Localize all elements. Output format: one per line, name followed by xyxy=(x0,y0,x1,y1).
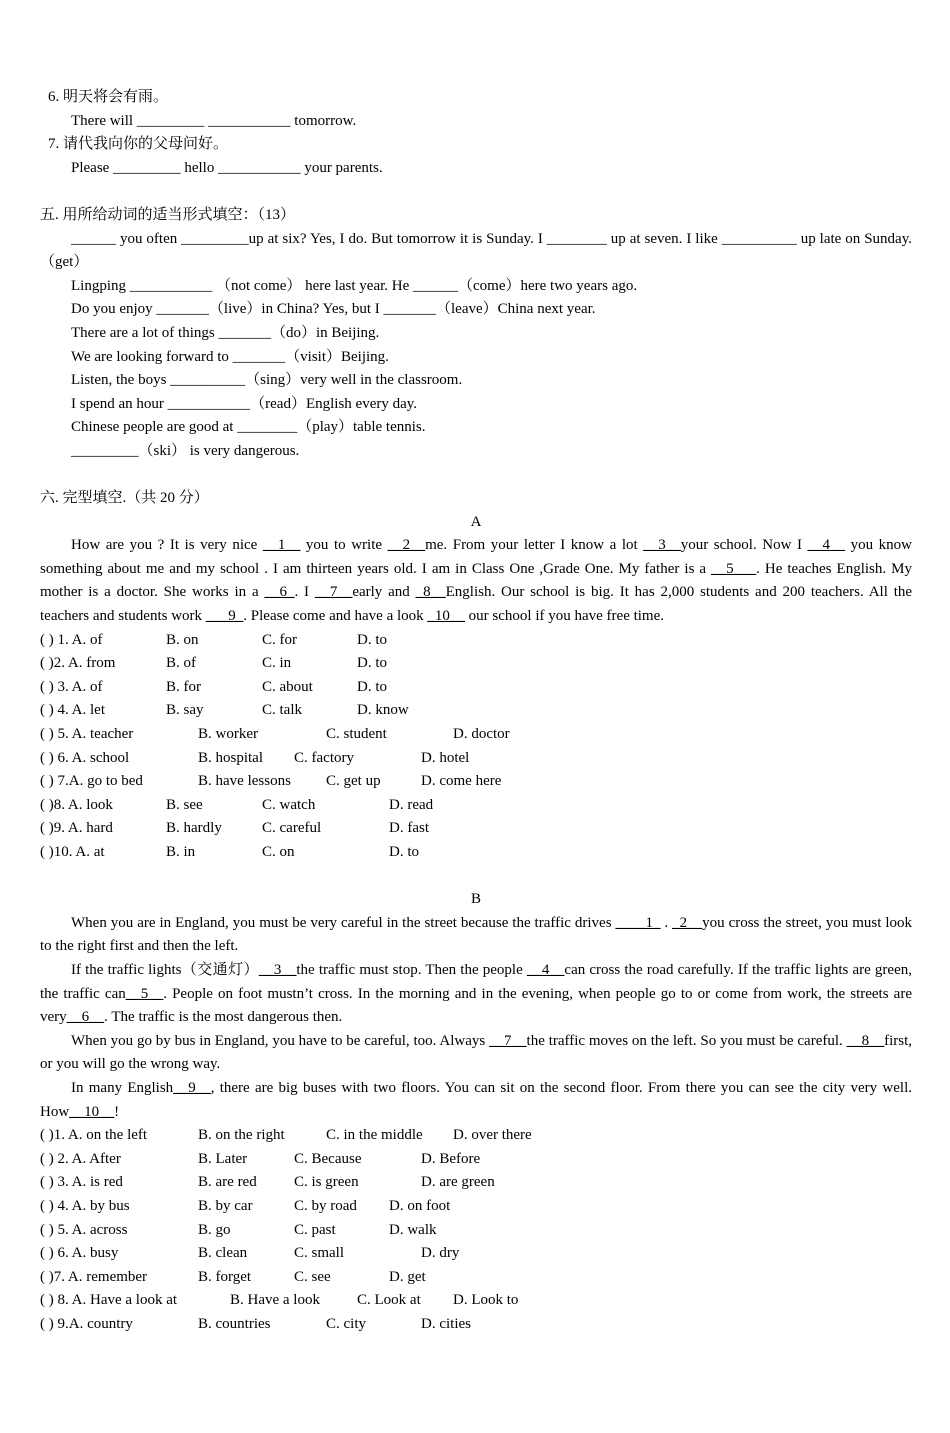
question-7-chinese: 7. 请代我向你的父母问好。 xyxy=(48,136,229,153)
choice-b: B. are red xyxy=(198,1174,257,1191)
choice-b: B. hospital xyxy=(198,749,264,766)
section-5-item: We are looking forward to _______（visit）Beijing. xyxy=(71,348,389,365)
passage-text: your school. Now I xyxy=(680,537,808,554)
section-5-item: Lingping ___________ （not come） here last year. He ______（come）here two years ago. xyxy=(71,277,638,294)
choice-b: B. forget xyxy=(198,1268,252,1285)
choice-d: D. get xyxy=(389,1268,426,1285)
choice-b: B. Have a look xyxy=(230,1292,320,1309)
passage-text: English. Our school is big. It has 2,000 students and 200 teachers. All the teachers and students work xyxy=(40,584,913,625)
choice-d: D. hotel xyxy=(421,749,470,766)
section-5-item: _________（ski） is very dangerous. xyxy=(71,442,300,459)
choice-b: B. on the right xyxy=(198,1127,285,1144)
choice-c: C. past xyxy=(294,1221,336,1238)
passage-text: you know something about me and my school . I am thirteen years old. I am in Class One ,Grade One. My father is a xyxy=(40,537,912,577)
option-row xyxy=(40,652,912,676)
blank: __6_ xyxy=(264,584,295,601)
blank: __4__ xyxy=(807,537,846,554)
choice-c: C. careful xyxy=(262,820,322,837)
question-choice-a: ( ) 5. A. teacher xyxy=(40,726,134,743)
choice-c: C. factory xyxy=(294,749,354,766)
question-choice-a: ( ) 6. A. busy xyxy=(40,1245,119,1262)
section-5-heading: 五. 用所给动词的适当形式填空：（13） xyxy=(40,206,296,223)
passage-text: . I xyxy=(294,584,315,601)
question-6-chinese: 6. 明天将会有雨。 xyxy=(48,89,169,105)
passage-text: the traffic moves on the left. So you must be careful. xyxy=(526,1032,847,1049)
choice-b: B. for xyxy=(166,678,201,695)
question-choice-a: ( )9. A. hard xyxy=(40,820,113,837)
question-choice-a: ( ) 7.A. go to bed xyxy=(40,773,143,790)
choice-d: D. doctor xyxy=(453,726,510,743)
choice-b: B. by car xyxy=(198,1197,253,1214)
choice-d: D. to xyxy=(357,655,387,672)
passage-text: early and xyxy=(352,584,416,601)
blank: __7__ xyxy=(489,1032,527,1049)
blank: __2__ xyxy=(387,537,426,554)
blank: _2__ xyxy=(672,914,703,931)
option-row xyxy=(40,676,912,700)
option-row xyxy=(40,817,912,841)
choice-d: D. dry xyxy=(421,1245,460,1262)
option-row xyxy=(40,770,912,794)
choice-c: C. small xyxy=(294,1245,345,1262)
choice-c: C. Look at xyxy=(357,1292,421,1309)
option-row xyxy=(40,1124,912,1148)
option-row xyxy=(40,1148,912,1172)
blank: __5__ xyxy=(125,985,164,1002)
choice-b: B. Later xyxy=(198,1150,248,1167)
choice-c: C. on xyxy=(262,844,295,860)
section-5-item: Do you enjoy _______（live）in China? Yes, but I _______（leave）China next year. xyxy=(71,301,596,318)
choice-c: C. get up xyxy=(326,773,381,790)
spacer xyxy=(40,464,912,488)
passage-text: When you go by bus in England, you have to be careful, too. Always xyxy=(71,1032,490,1049)
option-row xyxy=(40,629,912,653)
question-choice-a: ( ) 4. A. let xyxy=(40,702,105,719)
passage-b-paragraph-2 xyxy=(40,959,912,1030)
section-5-item: Chinese people are good at ________（play）table tennis. xyxy=(71,419,426,436)
blank: __5___ xyxy=(711,560,757,577)
passage-text: . He teaches English. My mother is a doctor. She works in a xyxy=(40,560,912,601)
option-row xyxy=(40,1219,912,1243)
choice-d: D. know xyxy=(357,702,409,719)
section-5-item: Listen, the boys __________（sing）very well in the classroom. xyxy=(71,372,463,389)
section-6-heading: 六. 完型填空.（共 20 分） xyxy=(40,490,209,507)
question-choice-a: ( ) 8. A. Have a look at xyxy=(40,1292,178,1309)
blank: ____1_ xyxy=(615,914,661,931)
choice-c: C. see xyxy=(294,1268,331,1285)
passage-text: you to write xyxy=(300,537,388,554)
passage-text: . xyxy=(660,914,673,931)
choice-c: C. for xyxy=(262,631,297,648)
option-row xyxy=(40,699,912,723)
question-choice-a: ( )8. A. look xyxy=(40,796,113,813)
question-choice-a: ( ) 5. A. across xyxy=(40,1221,128,1238)
choice-c: C. in xyxy=(262,655,292,672)
passage-b-title: B xyxy=(470,891,481,908)
choice-c: C. by road xyxy=(294,1197,357,1214)
choice-d: D. on foot xyxy=(389,1197,451,1214)
passage-b-paragraph-4 xyxy=(40,1077,912,1124)
question-choice-a: ( )10. A. at xyxy=(40,844,105,860)
option-row xyxy=(40,1266,912,1290)
choice-d: D. over there xyxy=(453,1127,532,1144)
choice-d: D. to xyxy=(389,844,419,860)
blank: __7__ xyxy=(314,584,353,601)
choice-b: B. worker xyxy=(198,726,258,743)
passage-text: ! xyxy=(114,1103,120,1120)
choice-c: C. is green xyxy=(294,1174,359,1191)
blank: __3__ xyxy=(643,537,681,554)
passage-text: first, or you will go the wrong way. xyxy=(40,1032,913,1073)
choice-d: D. cities xyxy=(421,1315,471,1332)
choice-d: D. fast xyxy=(389,820,429,837)
passage-text: When you are in England, you must be very careful in the street because the traffic drives xyxy=(71,914,616,931)
blank: __6__ xyxy=(66,1009,105,1026)
passage-text: How are you ? It is very nice xyxy=(71,537,263,554)
choice-d: D. walk xyxy=(389,1221,437,1238)
choice-c: C. watch xyxy=(262,796,316,813)
question-choice-a: ( )2. A. from xyxy=(40,655,116,672)
choice-c: C. talk xyxy=(262,702,302,719)
question-6-english: There will _________ ___________ tomorrow. xyxy=(71,112,357,129)
passage-text: me. From your letter I know a lot xyxy=(425,537,644,554)
passage-b-paragraph-1 xyxy=(40,912,912,959)
blank: __9__ xyxy=(173,1079,211,1096)
blank: __4__ xyxy=(526,961,565,978)
choice-b: B. go xyxy=(198,1221,231,1238)
option-row xyxy=(40,1313,912,1337)
option-row xyxy=(40,723,912,747)
blank: _10__ xyxy=(427,608,465,625)
blank: __10__ xyxy=(69,1103,115,1120)
passage-text: , there are big buses with two floors. You can sit on the second floor. From there you can see the city very well. How xyxy=(40,1079,912,1120)
choice-d: D. read xyxy=(389,796,434,813)
section-5-item: I spend an hour ___________（read）English every day. xyxy=(71,395,418,412)
passage-text: If the traffic lights（交通灯） xyxy=(71,961,259,978)
option-row xyxy=(40,794,912,818)
spacer xyxy=(40,180,912,204)
question-choice-a: ( ) 1. A. of xyxy=(40,631,103,648)
choice-d: D. to xyxy=(357,678,387,695)
choice-c: C. student xyxy=(326,726,387,743)
question-choice-a: ( ) 4. A. by bus xyxy=(40,1197,130,1214)
spacer xyxy=(40,865,912,889)
section-5-item: There are a lot of things _______（do）in Beijing. xyxy=(71,324,380,341)
choice-c: C. Because xyxy=(294,1150,362,1167)
choice-b: B. on xyxy=(166,631,199,648)
passage-text: the traffic must stop. Then the people xyxy=(296,961,527,978)
choice-b: B. hardly xyxy=(166,820,222,837)
question-7-english: Please _________ hello ___________ your parents. xyxy=(71,159,383,176)
question-choice-a: ( ) 9.A. country xyxy=(40,1315,133,1332)
question-choice-a: ( ) 2. A. After xyxy=(40,1150,121,1167)
blank: ___9_ xyxy=(205,608,244,625)
passage-text: you cross the street, you must look to the right first and then the left. xyxy=(40,914,913,955)
passage-a-options xyxy=(40,629,912,865)
blank: __1__ xyxy=(262,537,301,554)
blank: __8__ xyxy=(846,1032,885,1049)
choice-b: B. say xyxy=(166,702,204,719)
option-row xyxy=(40,747,912,771)
option-row xyxy=(40,1171,912,1195)
choice-b: B. of xyxy=(166,655,196,672)
choice-b: B. in xyxy=(166,844,196,860)
choice-b: B. have lessons xyxy=(198,773,291,790)
choice-b: B. see xyxy=(166,796,203,813)
question-choice-a: ( ) 6. A. school xyxy=(40,749,130,766)
question-choice-a: ( )1. A. on the left xyxy=(40,1127,148,1144)
choice-d: D. Before xyxy=(421,1150,481,1167)
passage-text: . Please come and have a look xyxy=(243,608,428,625)
section-5-item-1: ______ you often _________up at six? Yes, I do. But tomorrow it is Sunday. I ________ up at seven. I like __________ up late on Sunday. （get） xyxy=(40,230,912,271)
choice-b: B. countries xyxy=(198,1315,271,1332)
choice-c: C. about xyxy=(262,678,313,695)
passage-text: our school if you have free time. xyxy=(464,608,665,625)
choice-b: B. clean xyxy=(198,1245,248,1262)
choice-d: D. to xyxy=(357,631,387,648)
passage-a-title: A xyxy=(470,513,482,530)
passage-b-paragraph-3 xyxy=(40,1030,912,1077)
choice-c: C. in the middle xyxy=(326,1127,423,1144)
question-choice-a: ( ) 3. A. is red xyxy=(40,1174,123,1191)
option-row xyxy=(40,1242,912,1266)
option-row xyxy=(40,841,912,865)
choice-d: D. Look to xyxy=(453,1292,519,1309)
question-choice-a: ( ) 3. A. of xyxy=(40,678,103,695)
section-5-items xyxy=(40,275,912,464)
passage-text: . The traffic is the most dangerous then. xyxy=(104,1009,343,1026)
option-row xyxy=(40,1195,912,1219)
passage-text: In many English xyxy=(71,1079,174,1096)
passage-b-options xyxy=(40,1124,912,1336)
choice-d: D. are green xyxy=(421,1174,495,1191)
blank: __3__ xyxy=(258,961,297,978)
worksheet-page xyxy=(40,86,912,1336)
choice-c: C. city xyxy=(326,1315,366,1332)
blank: _8__ xyxy=(415,584,446,601)
passage-a-text xyxy=(40,534,912,628)
passage-text: can cross the road carefully. If the traffic lights are green, the traffic can xyxy=(40,961,912,1002)
choice-d: D. come here xyxy=(421,773,502,790)
passage-text: . People on foot mustn’t cross. In the morning and in the evening, when people go to or come from work, the streets are very xyxy=(40,985,912,1026)
question-choice-a: ( )7. A. remember xyxy=(40,1268,148,1285)
option-row xyxy=(40,1289,912,1313)
